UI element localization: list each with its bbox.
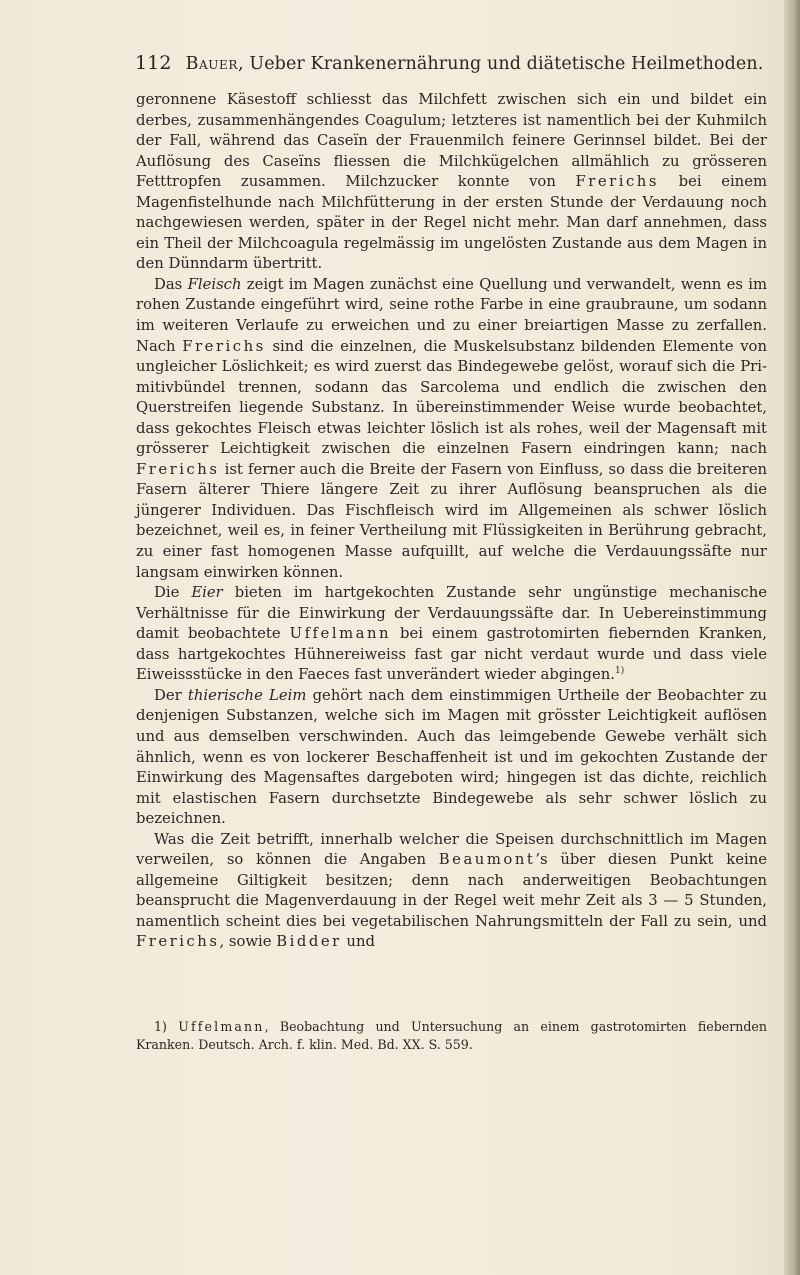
text-run: Was die Zeit betrifft, innerhalb welcher die Speisen durchschnittlich im Magen verweilen, so können die Angaben bbox=[136, 830, 767, 869]
text-run: geronnene Käsestoff schliesst das Milchfett zwischen sich ein und bildet ein derbes, zusammenhängendes Coagulum; letzteres ist namentlich bei der Kuhmilch der Fall, während das Caseïn der Frauenmilch feinere Gerinnsel bildet. Bei der Auflösung des Caseïns fliessen die Milchkügelchen allmählich zu grösseren Fetttropfen zusammen. Milchzucker konnte von bbox=[136, 91, 767, 191]
page-number: 112 bbox=[135, 52, 172, 74]
text-run: ist ferner auch die Breite der Fasern von Einfluss, so dass die breiteren Fasern älterer Thiere längere Zeit zu ihrer Auflösung beanspruchen als die jüngerer Individuen. Das Fischfleisch wird im Allgemeinen als schwer löslich bezeichnet, weil es, in feiner Vertheilung mit Flüssigkeiten in Berührung gebracht, zu einer fast homogenen Masse aufquillt, auf welche die Verdauungssäfte nur langsam einwirken können. bbox=[136, 460, 767, 581]
author-name: Beaumont bbox=[438, 851, 536, 869]
text-run: sind die einzelnen, die Muskelsubstanz bildenden Elemente von ungleicher Löslichkeit; es wird zuerst das Bindegewebe gelöst, worauf sich die Primitivbündel trennen, sodann das Sarcolema und endlich die zwischen den Querstreifen liegende Substanz. In übereinstimmender Weise wurde beobachtet, dass gekochtes Fleisch etwas leichter löslich ist als rohes, weil der Magensaft mit grösserer Leichtigkeit zwischen die einzelnen Fasern eindringen kann; nach bbox=[136, 337, 767, 458]
footnote-text bbox=[136, 1018, 767, 1054]
text-run: gehört nach dem einstimmigen Urtheile der Beobachter zu denjenigen Substanzen, welche sich im Magen mit grösster Leichtigkeit auflösen und aus demselben verschwinden. Auch das leimgebende Gewebe verhält sich ähnlich, wenn es von lockerer Beschaffenheit ist und im gekochten Zustande der Einwirkung des Magensaftes dargeboten wird; hingegen ist das dichte, reichlich mit elastischen Fasern durchsetzte Bindegewebe als sehr schwer löslich zu bezeichnen. bbox=[136, 686, 767, 828]
running-head bbox=[135, 52, 775, 74]
author-name: Bidder bbox=[276, 933, 342, 951]
author-name: Frerichs bbox=[575, 173, 659, 191]
text-run: ’s über diesen Punkt keine allgemeine Giltigkeit besitzen; denn nach anderweitigen Beobachtungen beansprucht die Magenverdauung in der Regel weit mehr Zeit als 3 — 5 Stunden, namentlich scheint dies bei vegetabilischen Nahrungsmitteln der Fall zu sein, und bbox=[136, 851, 767, 930]
text-run: , Beobachtung und Untersuchung an einem gastrotomirten fiebernden Kranken. Deutsch. Arch. f. klin. Med. Bd. XX. S. 559. bbox=[136, 1019, 767, 1052]
text-run: Der bbox=[154, 686, 188, 704]
italic-term: Fleisch bbox=[187, 275, 242, 293]
footnote-ref: 1) bbox=[615, 666, 625, 677]
text-run: und bbox=[341, 933, 375, 951]
page-spine-shadow bbox=[784, 0, 800, 1275]
paragraph bbox=[136, 275, 767, 583]
text-run: Die bbox=[154, 584, 192, 602]
author-name: Frerichs bbox=[136, 460, 220, 478]
text-run: , sowie bbox=[219, 933, 277, 951]
author-name: Uffelmann bbox=[178, 1019, 265, 1034]
text-run: bei einem gastrotomirten fiebernden Kranken, dass hartgekochtes Hühnereiweiss fast gar nicht verdaut wurde und dass viele Eiweissstücke in den Faeces fast unverändert wieder abgingen. bbox=[136, 625, 767, 684]
text-run: bieten im hartgekochten Zustande sehr ungünstige mechanische Verhältnisse für die Einwirkung der Verdauungssäfte dar. In Uebereinstimmung damit beobachtete bbox=[136, 584, 767, 643]
paragraph bbox=[136, 830, 767, 953]
italic-term: thierische Leim bbox=[187, 686, 307, 704]
paragraph bbox=[136, 583, 767, 686]
author-name: Uffelmann bbox=[289, 625, 392, 643]
author-name: Frerichs bbox=[182, 337, 266, 355]
paragraph bbox=[136, 686, 767, 830]
text-run: bei einem Magenfistelhunde nach Milchfütterung in der ersten Stunde der Verdauung noch nachgewiesen werden, später in der Regel nicht mehr. Man darf annehmen, dass ein Theil der Milchcoagula regelmässig im ungelösten Zustande aus dem Magen in den Dünndarm übertritt. bbox=[136, 173, 768, 273]
footnote bbox=[136, 1018, 767, 1054]
text-run: zeigt im Magen zunächst eine Quellung und verwandelt, wenn es im rohen Zustande eingeführt wird, seine rothe Farbe in eine graubraune, um sodann im weiteren Verlaufe zu erweichen und zu einer breiartigen Masse zu zerfallen. Nach bbox=[136, 275, 768, 355]
text-run: 1) bbox=[154, 1019, 179, 1034]
author-name: Frerichs bbox=[136, 933, 220, 951]
text-run: Das bbox=[154, 275, 188, 293]
italic-term: Eier bbox=[191, 584, 223, 602]
running-head-title: , Ueber Krankenernährung und diätetische Heilmethoden. bbox=[238, 54, 764, 74]
body-text bbox=[136, 90, 767, 953]
paragraph bbox=[136, 90, 767, 275]
running-head-author: Bauer bbox=[185, 54, 239, 74]
